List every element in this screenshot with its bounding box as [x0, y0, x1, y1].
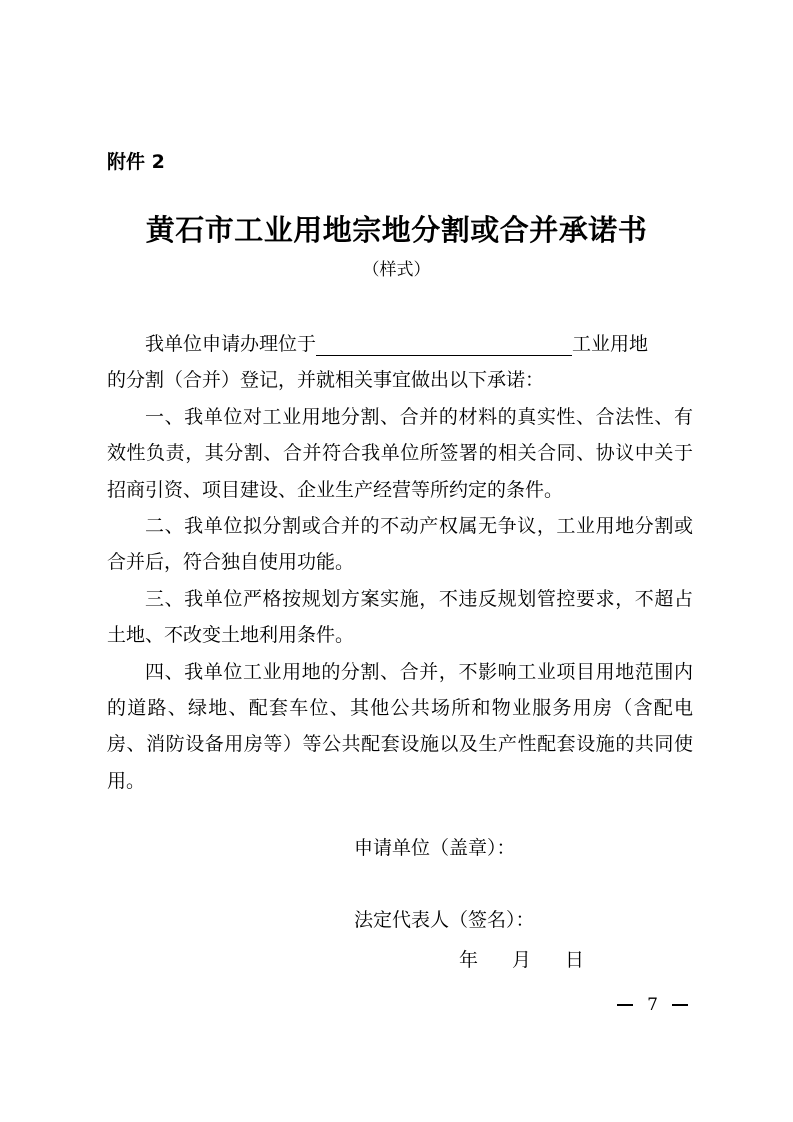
intro-line-2: 的分割（合并）登记，并就相关事宜做出以下承诺：	[107, 369, 545, 392]
location-blank-field	[316, 331, 572, 356]
page-dash-left	[617, 1004, 633, 1005]
applicant-unit-seal-label: 申请单位（盖章）：	[354, 837, 516, 859]
intro-suffix: 工业用地	[572, 333, 649, 355]
date-year: 年	[459, 949, 479, 971]
legal-representative-signature-label: 法定代表人（签名）：	[354, 909, 535, 931]
attachment-label: 附件 2	[107, 151, 165, 173]
document-subtitle: （样式）	[362, 260, 431, 280]
page-dash-right	[672, 1004, 688, 1005]
date-day: 日	[565, 949, 585, 971]
intro-prefix: 我单位申请办理位于	[145, 333, 317, 355]
date-month: 月	[512, 949, 532, 971]
page-footer	[0, 994, 793, 1016]
document-body	[107, 326, 693, 799]
commitment-item-3: 三、我单位严格按规划方案实施，不违反规划管控要求，不超占土地、不改变土地利用条件。	[107, 587, 693, 647]
document-title: 黄石市工业用地宗地分割或合并承诺书	[145, 213, 648, 247]
intro-paragraph	[107, 326, 693, 362]
commitment-item-1: 一、我单位对工业用地分割、合并的材料的真实性、合法性、有效性负责，其分割、合并符合我单位所签署的相关合同、协议中关于招商引资、项目建设、企业生产经营等所约定的条件。	[107, 405, 693, 501]
commitment-item-2: 二、我单位拟分割或合并的不动产权属无争议，工业用地分割或合并后，符合独自使用功能。	[107, 515, 693, 574]
commitment-item-4: 四、我单位工业用地的分割、合并，不影响工业项目用地范围内的道路、绿地、配套车位、其他公共场所和物业服务用房（含配电房、消防设备用房等）等公共配套设施以及生产性配套设施的共同使用。	[107, 660, 693, 792]
page-number: 7	[647, 995, 658, 1015]
date-row	[459, 947, 584, 973]
